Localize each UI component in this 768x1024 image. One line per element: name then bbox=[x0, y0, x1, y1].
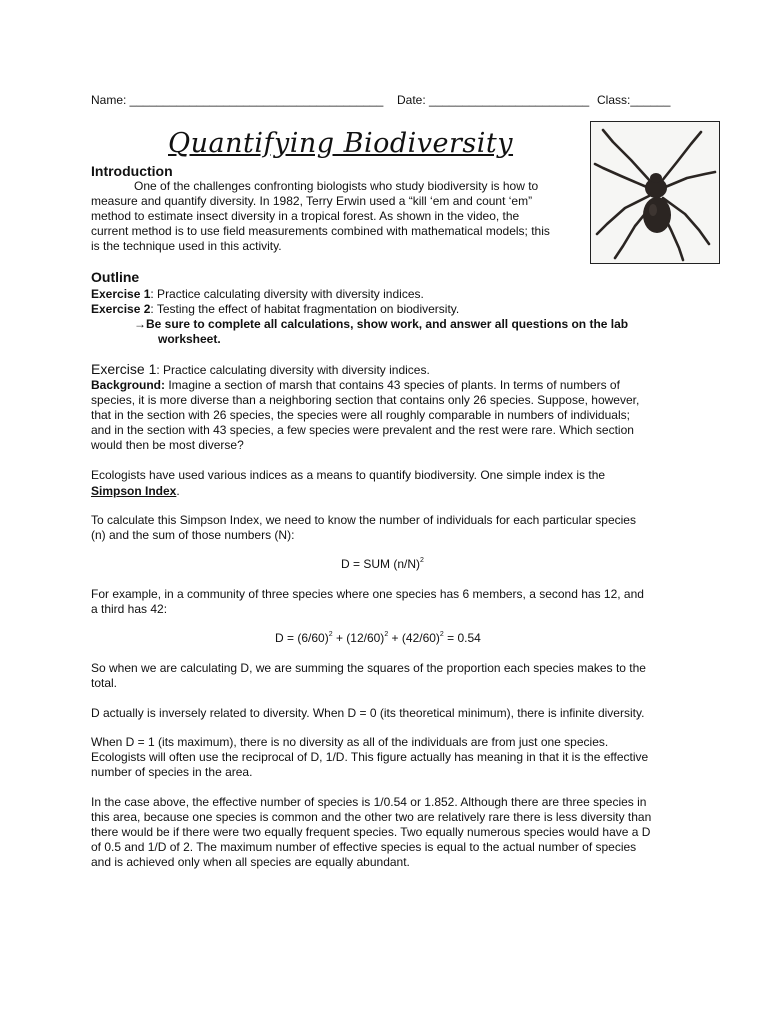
case-line: of 0.5 and 1/D of 2. The maximum number of effective species is equal to the actual number of species bbox=[91, 840, 637, 854]
formula-example bbox=[275, 631, 481, 646]
formula-term: D = (6/60) bbox=[275, 631, 329, 645]
formula-term: + (12/60) bbox=[332, 631, 385, 645]
exercise-1-heading-label: Exercise 1 bbox=[91, 361, 157, 377]
indices-line: Ecologists have used various indices as a means to quantify biodiversity. One simple index is the bbox=[91, 468, 606, 482]
exercise-2-label: Exercise 2 bbox=[91, 302, 151, 316]
exercise-1-label: Exercise 1 bbox=[91, 287, 151, 301]
summing-line: So when we are calculating D, we are summing the squares of the proportion each species makes to the bbox=[91, 661, 646, 675]
outline-exercise-1 bbox=[91, 287, 424, 302]
calc-line: To calculate this Simpson Index, we need to know the number of individuals for each particular species bbox=[91, 513, 636, 527]
introduction-heading: Introduction bbox=[91, 163, 173, 179]
background-line: species, it is more diverse than a neighboring section that contains only 26 species. Suppose, however, bbox=[91, 393, 640, 407]
spider-photo bbox=[590, 121, 720, 264]
outline-exercise-2 bbox=[91, 302, 459, 317]
calc-line: (n) and the sum of those numbers (N): bbox=[91, 528, 295, 542]
exercise-1-text: : Practice calculating diversity with diversity indices. bbox=[150, 287, 424, 301]
summing-line: total. bbox=[91, 676, 118, 690]
intro-line: One of the challenges confronting biologists who study biodiversity is how to bbox=[134, 179, 539, 193]
max-line: number of species in the area. bbox=[91, 765, 253, 779]
max-line: When D = 1 (its maximum), there is no diversity as all of the individuals are from just one species. bbox=[91, 735, 609, 749]
arrow-icon: → bbox=[134, 317, 146, 331]
case-line: this area, because one species is common and the other two are relatively rare there is less diversity than bbox=[91, 810, 652, 824]
page-title: Quantifying Biodiversity bbox=[168, 128, 514, 159]
exercise-1-heading bbox=[91, 361, 430, 379]
intro-line: is the technique used in this activity. bbox=[91, 239, 282, 253]
max-line: Ecologists will often use the reciprocal of D, 1/D. This figure actually has meaning in that it is the effective bbox=[91, 750, 649, 764]
case-line: and is achieved only when all species are equally abundant. bbox=[91, 855, 410, 869]
background-text: Imagine a section of marsh that contains 43 species of plants. In terms of numbers of bbox=[165, 378, 620, 392]
case-line: there would be if there were two equally frequent species. Two equally numerous species would have a D bbox=[91, 825, 651, 839]
formula-simpson bbox=[341, 557, 424, 572]
exponent: 2 bbox=[384, 631, 389, 638]
outline-heading: Outline bbox=[91, 269, 140, 285]
simpson-index-line bbox=[91, 484, 180, 499]
formula-result: = 0.54 bbox=[443, 631, 481, 645]
exponent: 2 bbox=[439, 631, 444, 638]
background-line: that in the section with 26 species, the species were all roughly comparable in numbers of individuals; bbox=[91, 408, 630, 422]
background-line: would then be most diverse? bbox=[91, 438, 244, 452]
inverse-line: D actually is inversely related to diversity. When D = 0 (its theoretical minimum), there is infinite diversity. bbox=[91, 706, 645, 720]
intro-line: method to estimate insect diversity in a tropical forest. As shown in the video, the bbox=[91, 209, 520, 223]
simpson-index-term: Simpson Index bbox=[91, 484, 177, 498]
exercise-2-text: : Testing the effect of habitat fragmentation on biodiversity. bbox=[150, 302, 460, 316]
case-line: In the case above, the effective number of species is 1/0.54 or 1.852. Although there are three species in bbox=[91, 795, 647, 809]
background-line: and in the section with 43 species, a few species were prevalent and the rest were rare. Which section bbox=[91, 423, 634, 437]
example-line: a third has 42: bbox=[91, 602, 168, 616]
formula-text: D = SUM (n/N) bbox=[341, 557, 421, 571]
outline-note bbox=[134, 317, 628, 332]
formula-term: + (42/60) bbox=[388, 631, 440, 645]
intro-line: current method is to use field measurements combined with mathematical models; this bbox=[91, 224, 550, 238]
background-label: Background: bbox=[91, 378, 166, 392]
exponent: 2 bbox=[420, 557, 424, 564]
exponent: 2 bbox=[328, 631, 333, 638]
outline-note-line: Be sure to complete all calculations, show work, and answer all questions on the lab bbox=[146, 317, 629, 331]
date-field[interactable]: Date: ________________________ bbox=[397, 93, 590, 107]
period: . bbox=[176, 484, 180, 498]
spider-icon bbox=[591, 122, 719, 263]
exercise-1-heading-rest: : Practice calculating diversity with diversity indices. bbox=[156, 363, 430, 377]
class-field[interactable]: Class:______ bbox=[597, 93, 671, 107]
outline-note-line: worksheet. bbox=[158, 332, 221, 346]
name-field[interactable]: Name: ______________________________________ bbox=[91, 93, 384, 107]
intro-line: measure and quantify diversity. In 1982, Terry Erwin used a “kill ‘em and count ‘em” bbox=[91, 194, 533, 208]
background-line bbox=[91, 378, 620, 393]
example-line: For example, in a community of three species where one species has 6 members, a second has 12, and bbox=[91, 587, 644, 601]
